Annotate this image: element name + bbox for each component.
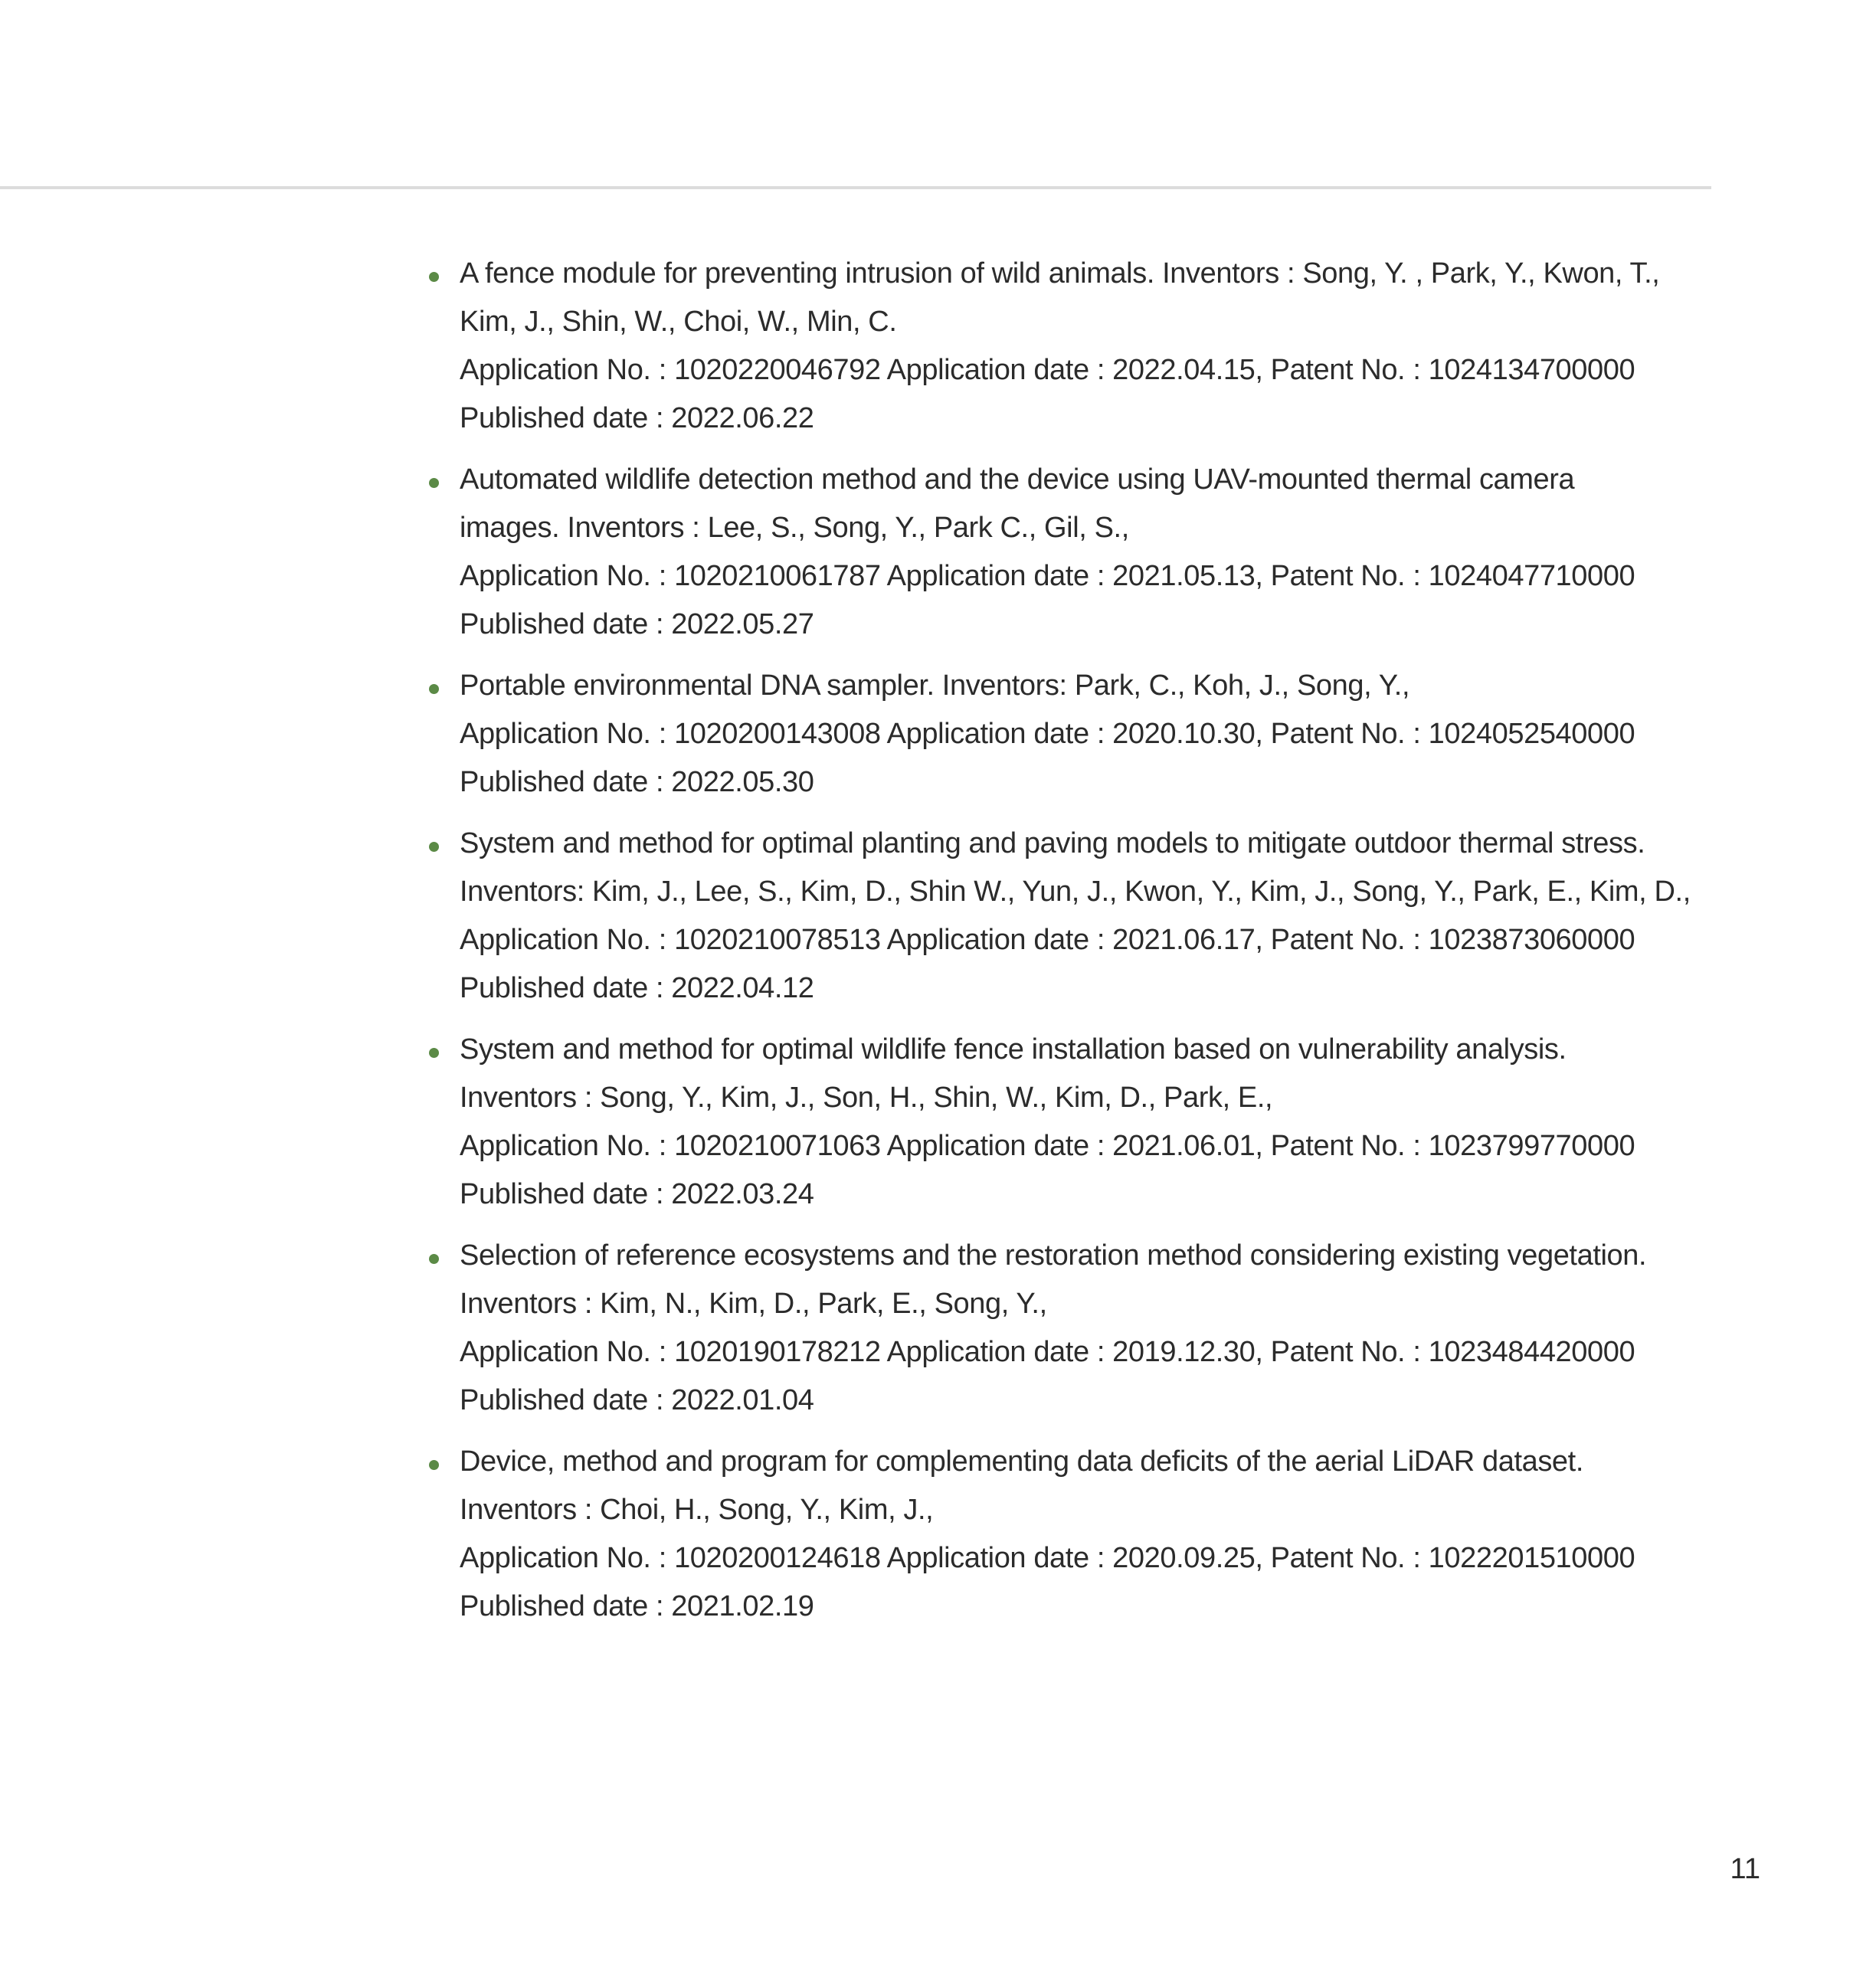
patent-application-line: Application No. : 1020200143008 Application date : 2020.10.30, Patent No. : 1024052540000 bbox=[460, 718, 1635, 750]
patent-entry bbox=[460, 1232, 1716, 1425]
header-divider bbox=[0, 186, 1711, 189]
bullet-icon bbox=[429, 1254, 439, 1264]
bullet-icon bbox=[429, 842, 439, 852]
patent-entry bbox=[460, 1026, 1716, 1219]
patent-entry bbox=[460, 456, 1716, 649]
patent-application-line: Application No. : 1020220046792 Application date : 2022.04.15, Patent No. : 1024134700000 bbox=[460, 354, 1635, 386]
patent-title-line: Device, method and program for complementing data deficits of the aerial LiDAR dataset. bbox=[460, 1445, 1583, 1478]
patent-list bbox=[460, 250, 1716, 1644]
patent-application-line: Application No. : 1020190178212 Application date : 2019.12.30, Patent No. : 1023484420000 bbox=[460, 1336, 1635, 1368]
patent-published-line: Published date : 2022.05.27 bbox=[460, 608, 814, 640]
patent-published-line: Published date : 2021.02.19 bbox=[460, 1590, 814, 1622]
patent-title-line: System and method for optimal wildlife fence installation based on vulnerability analysis. bbox=[460, 1033, 1567, 1066]
patent-title-line: System and method for optimal planting and paving models to mitigate outdoor thermal stress. bbox=[460, 827, 1645, 859]
patent-published-line: Published date : 2022.05.30 bbox=[460, 766, 814, 798]
patent-published-line: Published date : 2022.01.04 bbox=[460, 1384, 814, 1416]
patent-inventors-line: Kim, J., Shin, W., Choi, W., Min, C. bbox=[460, 306, 897, 338]
patent-inventors-line: Inventors : Song, Y., Kim, J., Son, H., Shin, W., Kim, D., Park, E., bbox=[460, 1082, 1273, 1114]
patent-inventors-line: Inventors : Choi, H., Song, Y., Kim, J., bbox=[460, 1494, 934, 1526]
patent-published-line: Published date : 2022.04.12 bbox=[460, 972, 814, 1004]
patent-entry bbox=[460, 820, 1716, 1013]
patent-published-line: Published date : 2022.03.24 bbox=[460, 1178, 814, 1210]
patent-application-line: Application No. : 1020210071063 Application date : 2021.06.01, Patent No. : 1023799770000 bbox=[460, 1130, 1635, 1162]
patent-entry bbox=[460, 662, 1716, 807]
bullet-icon bbox=[429, 478, 439, 488]
bullet-icon bbox=[429, 684, 439, 694]
patent-application-line: Application No. : 1020210061787 Application date : 2021.05.13, Patent No. : 1024047710000 bbox=[460, 560, 1635, 592]
patent-application-line: Application No. : 1020200124618 Application date : 2020.09.25, Patent No. : 1022201510000 bbox=[460, 1542, 1635, 1574]
patent-inventors-line: Inventors: Kim, J., Lee, S., Kim, D., Shin W., Yun, J., Kwon, Y., Kim, J., Song, Y., Park, E., Kim, D., bbox=[460, 876, 1691, 908]
bullet-icon bbox=[429, 1460, 439, 1470]
patent-inventors-line: Inventors : Kim, N., Kim, D., Park, E., Song, Y., bbox=[460, 1288, 1047, 1320]
bullet-icon bbox=[429, 1048, 439, 1058]
bullet-icon bbox=[429, 272, 439, 282]
patent-entry bbox=[460, 250, 1716, 443]
patent-title-line: A fence module for preventing intrusion of wild animals. Inventors : Song, Y. , Park, Y., Kwon, T., bbox=[460, 257, 1660, 290]
patent-title-line: Selection of reference ecosystems and the restoration method considering existing vegetation. bbox=[460, 1239, 1647, 1272]
patent-inventors-line: images. Inventors : Lee, S., Song, Y., Park C., Gil, S., bbox=[460, 512, 1129, 544]
patent-title-line: Automated wildlife detection method and the device using UAV-mounted thermal camera bbox=[460, 463, 1575, 496]
patent-application-line: Application No. : 1020210078513 Application date : 2021.06.17, Patent No. : 1023873060000 bbox=[460, 924, 1635, 956]
patent-title-line: Portable environmental DNA sampler. Inventors: Park, C., Koh, J., Song, Y., bbox=[460, 669, 1410, 702]
patent-entry bbox=[460, 1438, 1716, 1631]
page-number: 11 bbox=[1730, 1853, 1760, 1885]
patent-published-line: Published date : 2022.06.22 bbox=[460, 402, 814, 434]
